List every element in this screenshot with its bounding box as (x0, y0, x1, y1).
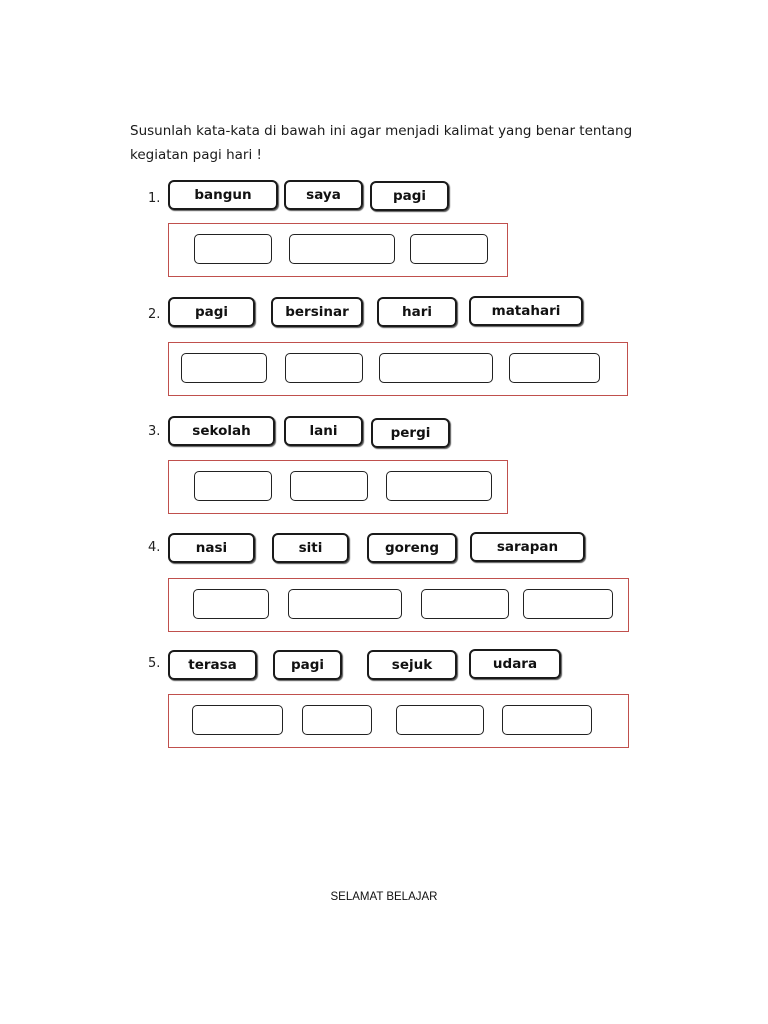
word-tile[interactable]: pagi (168, 297, 255, 327)
answer-slot[interactable] (302, 705, 372, 735)
answer-slot[interactable] (523, 589, 613, 619)
answer-slot[interactable] (290, 471, 368, 501)
footer-text: SELAMAT BELAJAR (330, 891, 438, 903)
answer-slot[interactable] (421, 589, 509, 619)
question-number: 2. (148, 307, 161, 322)
word-tile[interactable]: sarapan (470, 532, 585, 562)
word-tile[interactable]: sejuk (367, 650, 457, 680)
word-tile[interactable]: saya (284, 180, 363, 210)
word-tile[interactable]: nasi (168, 533, 255, 563)
answer-slot[interactable] (410, 234, 488, 264)
answer-slot[interactable] (181, 353, 267, 383)
answer-slot[interactable] (502, 705, 592, 735)
word-tile[interactable]: goreng (367, 533, 457, 563)
answer-slot[interactable] (386, 471, 492, 501)
answer-frame (168, 578, 629, 632)
word-tile[interactable]: udara (469, 649, 561, 679)
word-tile[interactable]: pergi (371, 418, 450, 448)
answer-frame (168, 460, 508, 514)
answer-slot[interactable] (289, 234, 395, 264)
answer-slot[interactable] (379, 353, 493, 383)
answer-slot[interactable] (194, 234, 272, 264)
word-tile[interactable]: pagi (370, 181, 449, 211)
question-number: 4. (148, 540, 161, 555)
word-tile[interactable]: lani (284, 416, 363, 446)
word-tile[interactable]: hari (377, 297, 457, 327)
instruction-text: Susunlah kata-kata di bawah ini agar menjadi kalimat yang benar tentang kegiatan pagi hari ! (130, 123, 633, 163)
word-tile[interactable]: sekolah (168, 416, 275, 446)
question-number: 3. (148, 424, 161, 439)
word-tile[interactable]: pagi (273, 650, 342, 680)
answer-slot[interactable] (193, 589, 269, 619)
answer-slot[interactable] (396, 705, 484, 735)
answer-frame (168, 342, 628, 396)
word-tile[interactable]: bangun (168, 180, 278, 210)
answer-slot[interactable] (509, 353, 600, 383)
answer-frame (168, 694, 629, 748)
answer-slot[interactable] (288, 589, 402, 619)
answer-slot[interactable] (194, 471, 272, 501)
word-tile[interactable]: siti (272, 533, 349, 563)
answer-slot[interactable] (285, 353, 363, 383)
question-number: 1. (148, 191, 161, 206)
word-tile[interactable]: bersinar (271, 297, 363, 327)
answer-slot[interactable] (192, 705, 283, 735)
question-number: 5. (148, 656, 161, 671)
word-tile[interactable]: terasa (168, 650, 257, 680)
answer-frame (168, 223, 508, 277)
word-tile[interactable]: matahari (469, 296, 583, 326)
